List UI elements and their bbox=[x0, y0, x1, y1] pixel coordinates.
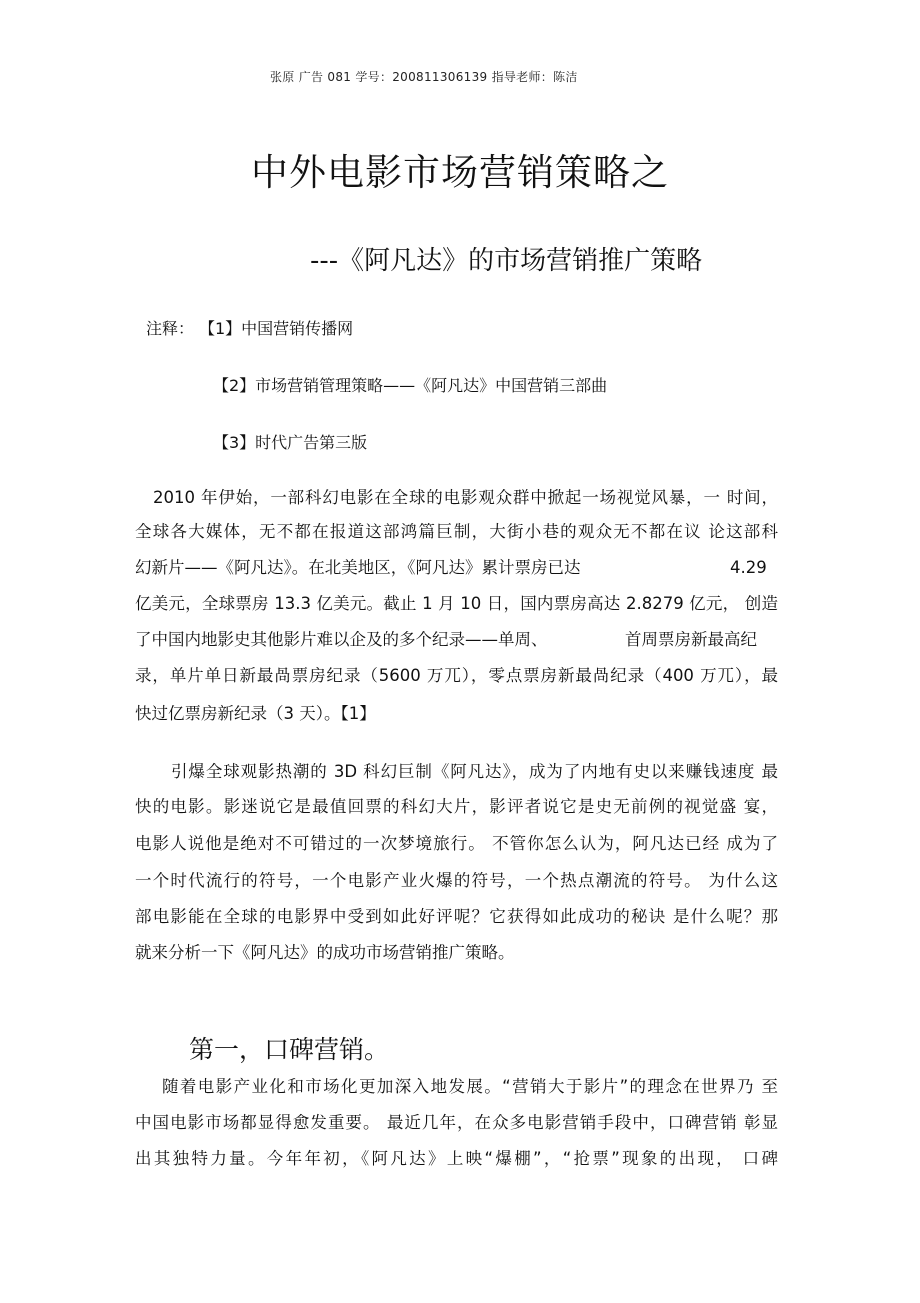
section-heading-word-of-mouth: 第一，口碑营销。 bbox=[189, 1035, 390, 1064]
paragraph-1-line-3-value: 4.29 bbox=[730, 558, 767, 577]
section-1-line-2: 中国电影市场都显得愈发重要。 最近几年，在众多电影营销手段中，口碑营销 彰显 bbox=[135, 1113, 778, 1132]
author-info-header: 张原 广告 081 学号：200811306139 指导老师：陈洁 bbox=[270, 70, 578, 84]
section-1-line-1: 随着电影产业化和市场化更加深入地发展。“营销大于影片”的理念在世界乃 至 bbox=[162, 1077, 778, 1096]
notes-label: 注释： bbox=[146, 319, 195, 338]
note-item-3: 【3】时代广告第三版 bbox=[213, 433, 368, 452]
note-item-2: 【2】市场营销管理策略——《阿凡达》中国营销三部曲 bbox=[213, 376, 608, 395]
paragraph-1-line-5: 了中国内地影史其他影片难以企及的多个纪录——单周、 bbox=[135, 630, 548, 649]
paragraph-2-line-6: 就来分析一下《阿凡达》的成功市场营销推广策略。 bbox=[135, 943, 515, 962]
paragraph-1-line-1: 2010 年伊始，一部科幻电影在全球的电影观众群中掀起一场视觉风暴，一 时间， bbox=[153, 488, 778, 507]
paragraph-1-line-7: 快过亿票房新纪录（3 天）。【1】 bbox=[135, 704, 376, 723]
section-1-line-3: 出其独特力量。今年年初，《阿凡达》上映“爆棚”，“抢票”现象的出现， 口碑 bbox=[135, 1149, 778, 1168]
page-title: 中外电影市场营销策略之 bbox=[251, 151, 669, 194]
page-subtitle: ---《阿凡达》的市场营销推广策略 bbox=[310, 246, 703, 276]
paragraph-2-line-5: 部电影能在全球的电影界中受到如此好评呢？它获得如此成功的秘诀 是什么呢？那 bbox=[135, 907, 778, 926]
paragraph-2-line-2: 快的电影。影迷说它是最值回票的科幻大片，影评者说它是史无前例的视觉盛 宴， bbox=[135, 797, 778, 816]
paragraph-1-line-5-tail: 首周票房新最高纪 bbox=[625, 630, 757, 649]
paragraph-1-line-2: 全球各大媒体，无不都在报道这部鸿篇巨制，大街小巷的观众无不都在议 论这部科 bbox=[135, 522, 778, 541]
paragraph-1-line-4: 亿美元，全球票房 13.3 亿美元。截止 1 月 10 日，国内票房高达 2.8279 亿元， 创造 bbox=[135, 594, 778, 613]
paragraph-1-line-3: 幻新片——《阿凡达》。在北美地区，《阿凡达》累计票房已达 bbox=[135, 558, 581, 577]
paragraph-2-line-4: 一个时代流行的符号，一个电影产业火爆的符号，一个热点潮流的符号。 为什么这 bbox=[135, 871, 778, 890]
paragraph-2-line-1: 引爆全球观影热潮的 3D 科幻巨制《阿凡达》，成为了内地有史以来赚钱速度 最 bbox=[171, 762, 778, 781]
paragraph-2-line-3: 电影人说他是绝对不可错过的一次梦境旅行。 不管你怎么认为，阿凡达已经 成为了 bbox=[135, 834, 778, 853]
paragraph-1-line-6: 录，单片单日新最咼票房纪录（5600 万兀），零点票房新最咼纪录（400 万兀），最 bbox=[135, 666, 778, 685]
note-item-1: 【1】中国营销传播网 bbox=[199, 319, 354, 338]
